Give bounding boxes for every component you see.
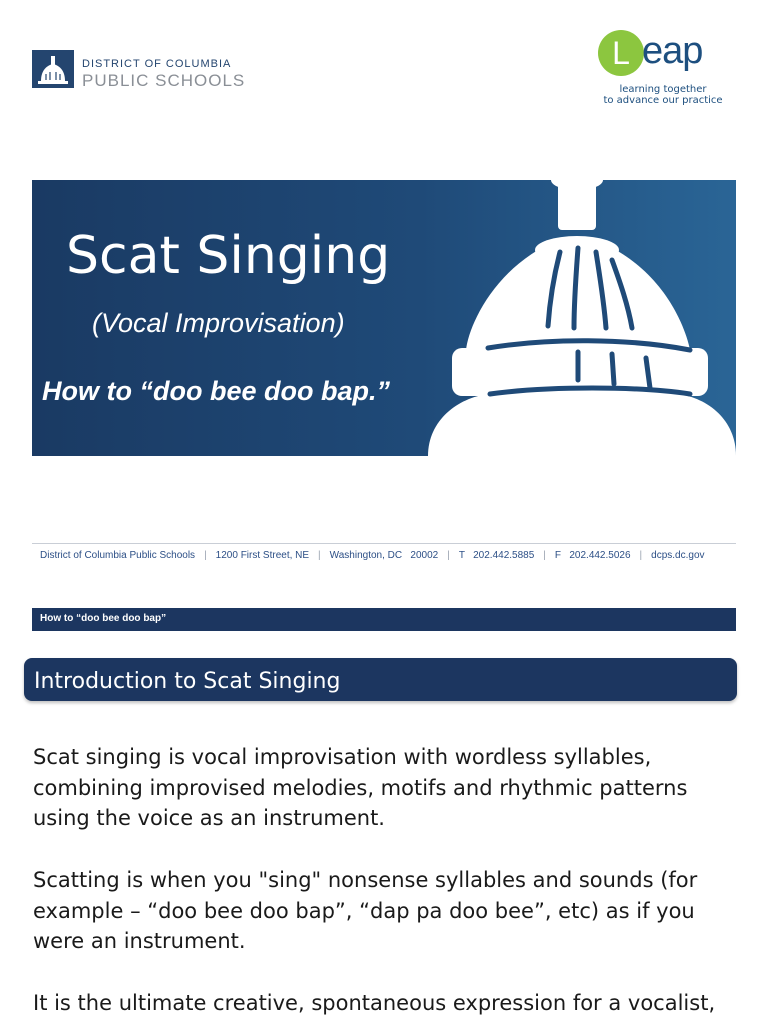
contact-separator: | — [318, 550, 321, 561]
contact-bar — [40, 550, 736, 561]
dcps-logo — [32, 50, 262, 90]
section-strip-label: How to “doo bee doo bap” — [40, 613, 167, 624]
contact-separator: | — [447, 550, 450, 561]
leap-tagline-line1: learning together — [619, 84, 707, 95]
body-paragraph: Scat singing is vocal improvisation with wordless syllables, combining improvised melodies, motifs and rhythmic patterns using the voice as an instrument. — [33, 745, 688, 830]
contact-separator: | — [543, 550, 546, 561]
leap-tagline — [598, 84, 728, 106]
section-strip — [32, 608, 736, 631]
contact-city: Washington, DC 20002 — [329, 550, 439, 561]
contact-address: 1200 First Street, NE — [215, 550, 310, 561]
body-paragraph: Scatting is when you "sing" nonsense syllables and sounds (for example – “doo bee doo bap”, “dap pa doo bee”, etc) as if you were an instrument. — [33, 868, 698, 953]
dcps-logo-line2: PUBLIC SCHOOLS — [82, 71, 246, 90]
section-heading-text: Introduction to Scat Singing — [34, 669, 341, 694]
section-heading — [24, 658, 737, 701]
contact-fax: F 202.442.5026 — [554, 550, 631, 561]
contact-website[interactable]: dcps.dc.gov — [651, 550, 705, 561]
document-title: Scat Singing — [66, 226, 391, 286]
contact-separator: | — [204, 550, 207, 561]
title-banner — [32, 180, 736, 456]
document-subtitle: (Vocal Improvisation) — [92, 308, 345, 338]
contact-phone: T 202.442.5885 — [458, 550, 535, 561]
contact-org: District of Columbia Public Schools — [40, 550, 196, 561]
capitol-dome-icon — [32, 50, 74, 88]
leap-wordmark: eap — [642, 30, 703, 72]
contact-divider — [32, 543, 736, 544]
leap-circle-icon — [598, 30, 644, 76]
document-tagline: How to “doo bee doo bap.” — [42, 376, 390, 406]
leap-tagline-line2: to advance our practice — [603, 95, 723, 106]
leap-letter: L — [612, 35, 630, 71]
contact-separator: | — [639, 550, 643, 561]
body-paragraph: It is the ultimate creative, spontaneous expression for a vocalist, — [33, 991, 716, 1015]
leap-logo — [598, 30, 738, 110]
dcps-logo-line1: DISTRICT OF COLUMBIA — [82, 58, 232, 70]
capitol-dome-icon — [428, 180, 736, 456]
